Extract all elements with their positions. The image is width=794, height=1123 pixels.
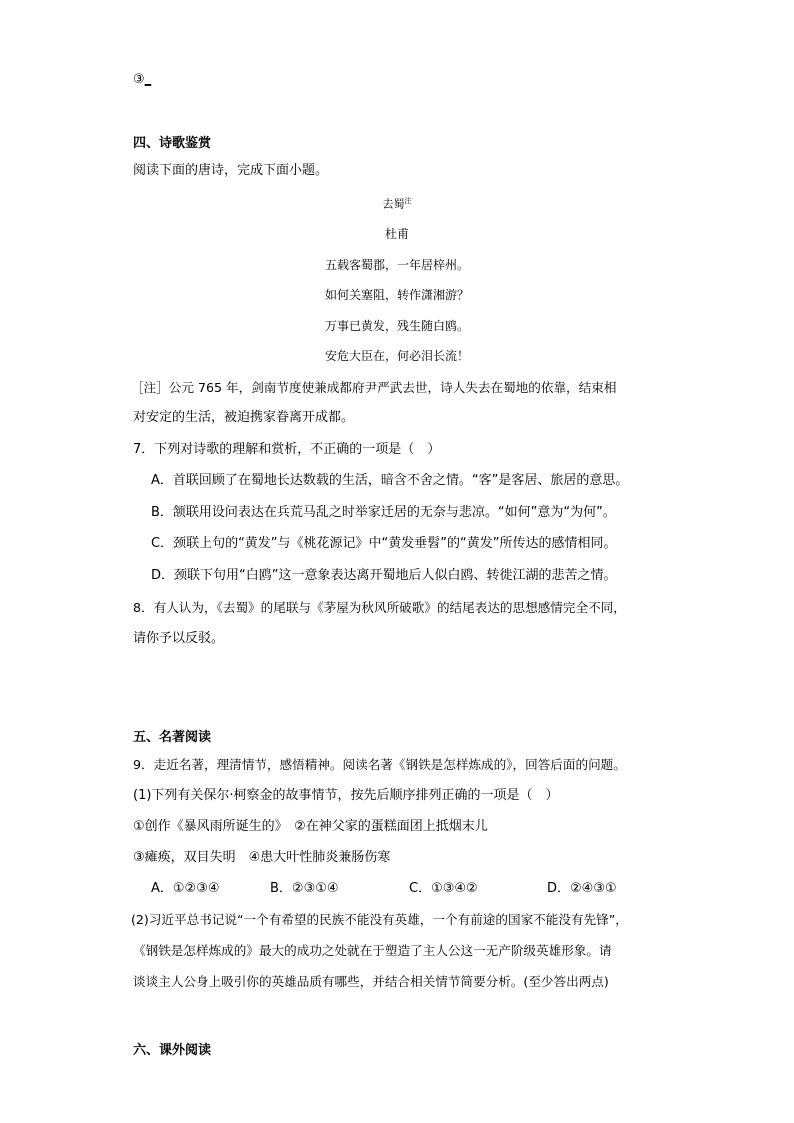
- question-7-stem: 7．下列对诗歌的理解和赏析，不正确的一项是（ ）: [133, 442, 441, 457]
- question-9-events-row: ③瘫痪，双目失明 ④患大叶性肺炎兼肠伤寒: [133, 850, 391, 865]
- question-7-option-a: A．首联回顾了在蜀地长达数载的生活，暗含不舍之情。“客”是客居、旅居的意思。: [151, 473, 629, 488]
- question-7-option-d: D．颈联下句用“白鸥”这一意象表达离开蜀地后人似白鸥、转徙江湖的悲苦之情。: [151, 568, 617, 583]
- poem-note-line: ［注］公元 765 年，剑南节度使兼成都府尹严武去世，诗人失去在蜀地的依靠，结束相: [131, 380, 617, 395]
- question-7-option-c: C．颈联上句的“黄发”与《桃花源记》中“黄发垂髫”的“黄发”所传达的感情相同。: [151, 536, 617, 551]
- poem-line: 五载客蜀郡，一年居梓州。: [324, 258, 469, 272]
- poem-line: 万事已黄发，残生随白鸥。: [324, 319, 469, 333]
- section5-heading: 五、名著阅读: [133, 730, 212, 745]
- question-8-line: 8．有人认为，《去蜀》的尾联与《茅屋为秋风所破歌》的结尾表达的思想感情完全不同，: [133, 600, 626, 615]
- poem-title-text: 去蜀: [382, 197, 405, 211]
- question-9-sub2-line: (2)习近平总书记说“一个有希望的民族不能没有英雄，一个有前途的国家不能没有先锋”，: [131, 912, 628, 927]
- question-9-sub2-line: 《钢铁是怎样炼成的》最大的成功之处就在于塑造了主人公这一无产阶级英雄形象。请: [133, 943, 612, 958]
- section6-heading: 六、课外阅读: [133, 1043, 212, 1058]
- section4-intro: 阅读下面的唐诗，完成下面小题。: [133, 163, 329, 178]
- question-9-choice-b: B．②③①④: [270, 881, 339, 896]
- top-item-blank: _: [144, 72, 152, 87]
- poem-title-note: 注: [404, 197, 412, 205]
- poem-note-line: 对安定的生活，被迫携家眷离开成都。: [133, 410, 355, 425]
- question-9-stem: 9．走近名著，理清情节，感悟精神。阅读名著《钢铁是怎样炼成的》，回答后面的问题。: [133, 757, 626, 772]
- question-9-choice-a: A．①②③④: [151, 881, 220, 896]
- question-9-choice-c: C．①③④②: [409, 881, 478, 896]
- question-9-choice-d: D．②④③①: [547, 881, 617, 896]
- poem-author: 杜甫: [384, 227, 409, 241]
- question-9-sub1: (1)下列有关保尔·柯察金的故事情节，按先后顺序排列正确的一项是（ ）: [133, 788, 559, 803]
- question-8-line: 请你予以反驳。: [133, 631, 225, 646]
- question-7-option-b: B．颔联用设问表达在兵荒马乱之时举家迁居的无奈与悲凉。“如何”意为“为何”。: [151, 505, 616, 520]
- poem-line: 安危大臣在，何必泪长流！: [324, 349, 469, 363]
- top-answer-item: [133, 71, 151, 89]
- top-item-marker: ③: [133, 72, 145, 87]
- question-9-sub2-line: 谈谈主人公身上吸引你的英雄品质有哪些，并结合相关情节简要分析。(至少答出两点): [133, 974, 609, 989]
- question-9-events-row: ①创作《暴风雨所诞生的》 ②在神父家的蛋糕面团上抵烟末儿: [133, 819, 488, 834]
- section4-heading: 四、诗歌鉴赏: [133, 136, 212, 151]
- poem-line: 如何关塞阻，转作潇湘游？: [324, 288, 469, 302]
- poem-title: [0, 193, 794, 213]
